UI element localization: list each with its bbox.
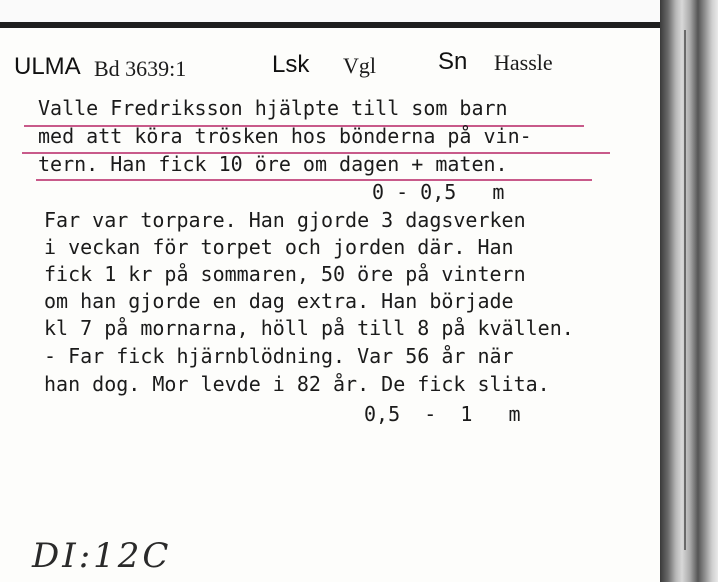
card-binding-edge [660, 0, 718, 582]
entry2-line-4: om han gjorde en dag extra. Han började [44, 289, 514, 313]
entry2-line-2: i veckan för torpet och jorden där. Han [44, 235, 514, 259]
parish-value: Hassle [494, 50, 553, 75]
card-top-margin [0, 0, 662, 22]
entry2-line-1: Far var torpare. Han gjorde 3 dagsverken [44, 208, 526, 232]
entry2-line-3: fick 1 kr på sommaren, 50 öre på vintern [44, 262, 526, 286]
entry2-position-ref: 0,5 - 1 m [364, 402, 521, 426]
region-value: Vgl [343, 53, 376, 78]
region-label: Lsk [272, 51, 310, 78]
entry2-line-5: kl 7 på mornarna, höll på till 8 på kvällen. [44, 316, 574, 340]
entry1-line-2: med att köra trösken hos bönderna på vin- [38, 124, 532, 148]
binding-streak [684, 30, 686, 550]
record-number: Bd 3639:1 [94, 56, 187, 81]
card-top-border [0, 22, 662, 28]
entry1-line-1: Valle Fredriksson hjälpte till som barn [38, 96, 508, 120]
entry2-line-7: han dog. Mor levde i 82 år. De fick slita. [44, 372, 550, 396]
entry1-position-ref: 0 - 0,5 m [372, 180, 505, 204]
entry1-line-3: tern. Han fick 10 öre om dagen + maten. [38, 152, 508, 176]
handwritten-archive-code: DI:12C [32, 536, 172, 576]
archive-code: ULMA [14, 53, 81, 80]
entry1-underline-3 [36, 179, 592, 181]
parish-label: Sn [438, 48, 468, 75]
entry2-line-6: - Far fick hjärnblödning. Var 56 år när [44, 344, 514, 368]
